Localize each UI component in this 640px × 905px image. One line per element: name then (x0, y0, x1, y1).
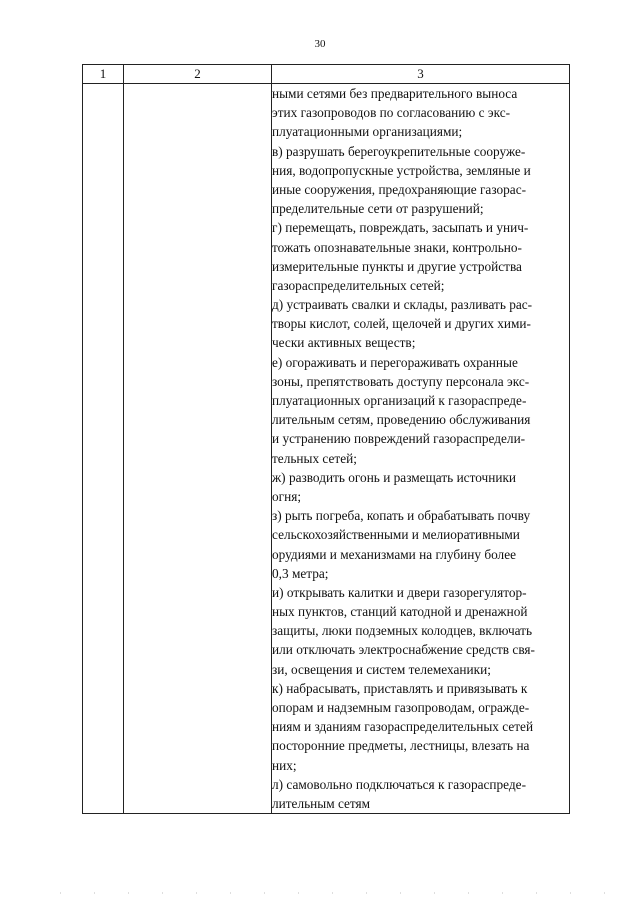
text-line: д) устраивать свалки и склады, разливать рас- (272, 297, 533, 313)
text-line: ния, водопропускные устройства, земляные и (272, 162, 531, 178)
text-line: опорам и надземным газопроводам, огражде- (272, 700, 530, 715)
text-line: сельскохозяйственными и мелиоративными (272, 527, 520, 543)
document-table (82, 64, 570, 814)
column-3-cell (272, 84, 570, 814)
text-line: ж) разводить огонь и размещать источники (272, 469, 517, 485)
text-line: ных пунктов, станций катодной и дренажной (272, 604, 528, 620)
text-line: зоны, препятствовать доступу персонала экс- (272, 373, 530, 389)
page-number: 30 (314, 38, 326, 50)
text-line: ниям и зданиям газораспределительных сетей (272, 719, 534, 735)
text-line: иные сооружения, предохраняющие газорас- (272, 181, 527, 197)
column-2-cell (124, 84, 272, 814)
text-line: газораспределительных сетей; (272, 277, 445, 293)
text-line: или отключать электроснабжение средств свя- (272, 642, 535, 658)
text-line: лительным сетям, проведению обслуживания (272, 412, 531, 428)
text-line: з) рыть погреба, копать и обрабатывать почву (272, 508, 531, 524)
text-line: е) огораживать и перегораживать охранные (272, 354, 518, 370)
text-line: огня; (272, 488, 302, 504)
column-header-3: 3 (272, 65, 570, 84)
text-line: 0,3 метра; (272, 565, 329, 581)
text-line: к) набрасывать, приставлять и привязывать к (272, 680, 528, 696)
column-header-1: 1 (83, 65, 124, 84)
text-line: зи, освещения и систем телемеханики; (272, 661, 491, 677)
text-line: ными сетями без предварительного выноса (272, 86, 518, 101)
text-line: посторонние предметы, лестницы, влезать на (272, 738, 530, 754)
table-row (83, 84, 570, 814)
text-line: творы кислот, солей, щелочей и других хими- (272, 316, 531, 332)
text-line: орудиями и механизмами на глубину более (272, 546, 516, 562)
text-line: чески активных веществ; (272, 335, 416, 351)
text-line: защиты, люки подземных колодцев, включать (272, 623, 533, 639)
text-line: лительным сетям (272, 795, 371, 811)
text-line: и) открывать калитки и двери газорегулятор- (272, 584, 527, 600)
text-line: пределительные сети от разрушений; (272, 201, 484, 217)
text-line: этих газопроводов по согласованию с экс- (272, 105, 511, 121)
text-line: г) перемещать, повреждать, засыпать и унич- (272, 220, 529, 236)
table-header-row (83, 65, 570, 84)
text-line: плуатационными организациями; (272, 124, 463, 140)
text-line: измерительные пункты и другие устройства (272, 258, 522, 274)
text-line: л) самовольно подключаться к газораспреде- (272, 776, 526, 792)
text-line: в) разрушать берегоукрепительные сооруже- (272, 143, 526, 159)
column-1-cell (83, 84, 124, 814)
column-header-2: 2 (124, 65, 272, 84)
text-line: и устранению повреждений газораспредели- (272, 431, 526, 447)
text-line: плуатационных организаций к газораспреде- (272, 393, 527, 408)
text-line: тожать опознавательные знаки, контрольно- (272, 239, 522, 255)
text-line: тельных сетей; (272, 450, 357, 466)
scan-artifact (60, 892, 620, 894)
text-line: них; (272, 757, 297, 773)
